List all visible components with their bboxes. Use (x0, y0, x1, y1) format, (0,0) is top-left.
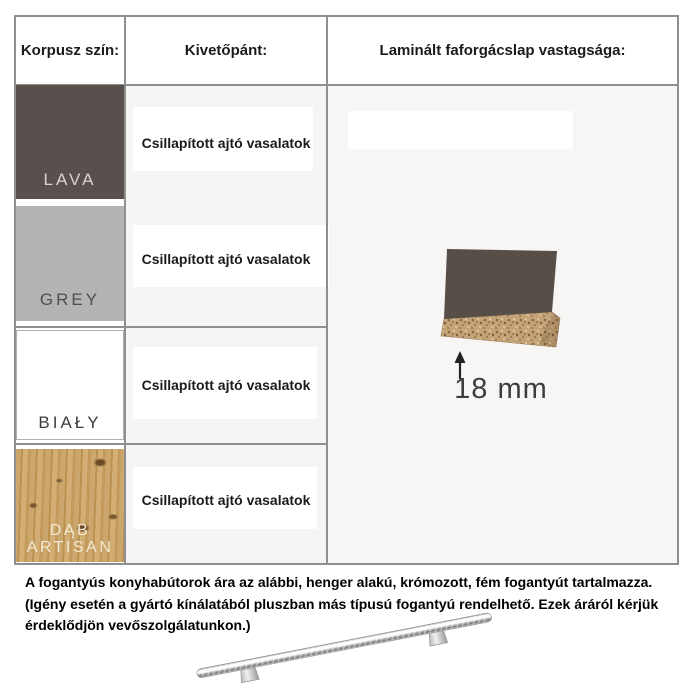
column-divider (326, 17, 328, 563)
color-swatch-dab-artisan (16, 449, 124, 562)
header-kivetopant: Kivetőpánt: (184, 42, 268, 59)
hinge-description-row1: Csillapított ajtó vasalatok (141, 135, 311, 151)
handle-note-line2: (Igény esetén a gyártó kínálatából pluszban más típusú fogantyú rendelhető. Ezek áráról kérjük (25, 595, 659, 612)
handle-note-line3: érdeklődjön vevőszolgálatunkon.) (25, 617, 251, 633)
swatch-label: BIAŁY (38, 413, 102, 432)
hinge-description-row4: Csillapított ajtó vasalatok (141, 492, 311, 508)
header-laminalt-vastagsag: Laminált faforgácslap vastagsága: (379, 42, 626, 59)
swatch-label: GREY (39, 290, 101, 309)
color-swatch-bialy (16, 330, 124, 440)
handle-note-line1: A fogantyús konyhabútorok ára az alábbi, henger alakú, krómozott, fém fogantyút tartalmazza. (25, 574, 653, 590)
color-swatch-grey (16, 206, 124, 321)
thickness-value: 18 mm (454, 373, 548, 405)
header-korpusz-szin: Korpusz szín: (20, 42, 120, 59)
background-patch (348, 111, 573, 149)
row-divider (16, 443, 328, 445)
color-swatch-lava (16, 85, 124, 199)
swatch-label: DĄB ARTISAN (26, 522, 114, 556)
hinge-description-row2: Csillapított ajtó vasalatok (141, 251, 311, 267)
column-divider (124, 17, 126, 563)
spec-table (14, 15, 679, 565)
row-divider (16, 326, 328, 328)
chrome-handle-illustration (145, 608, 525, 698)
hinge-description-row3: Csillapított ajtó vasalatok (141, 377, 311, 393)
swatch-label: LAVA (43, 170, 97, 189)
chipboard-illustration (435, 245, 565, 355)
